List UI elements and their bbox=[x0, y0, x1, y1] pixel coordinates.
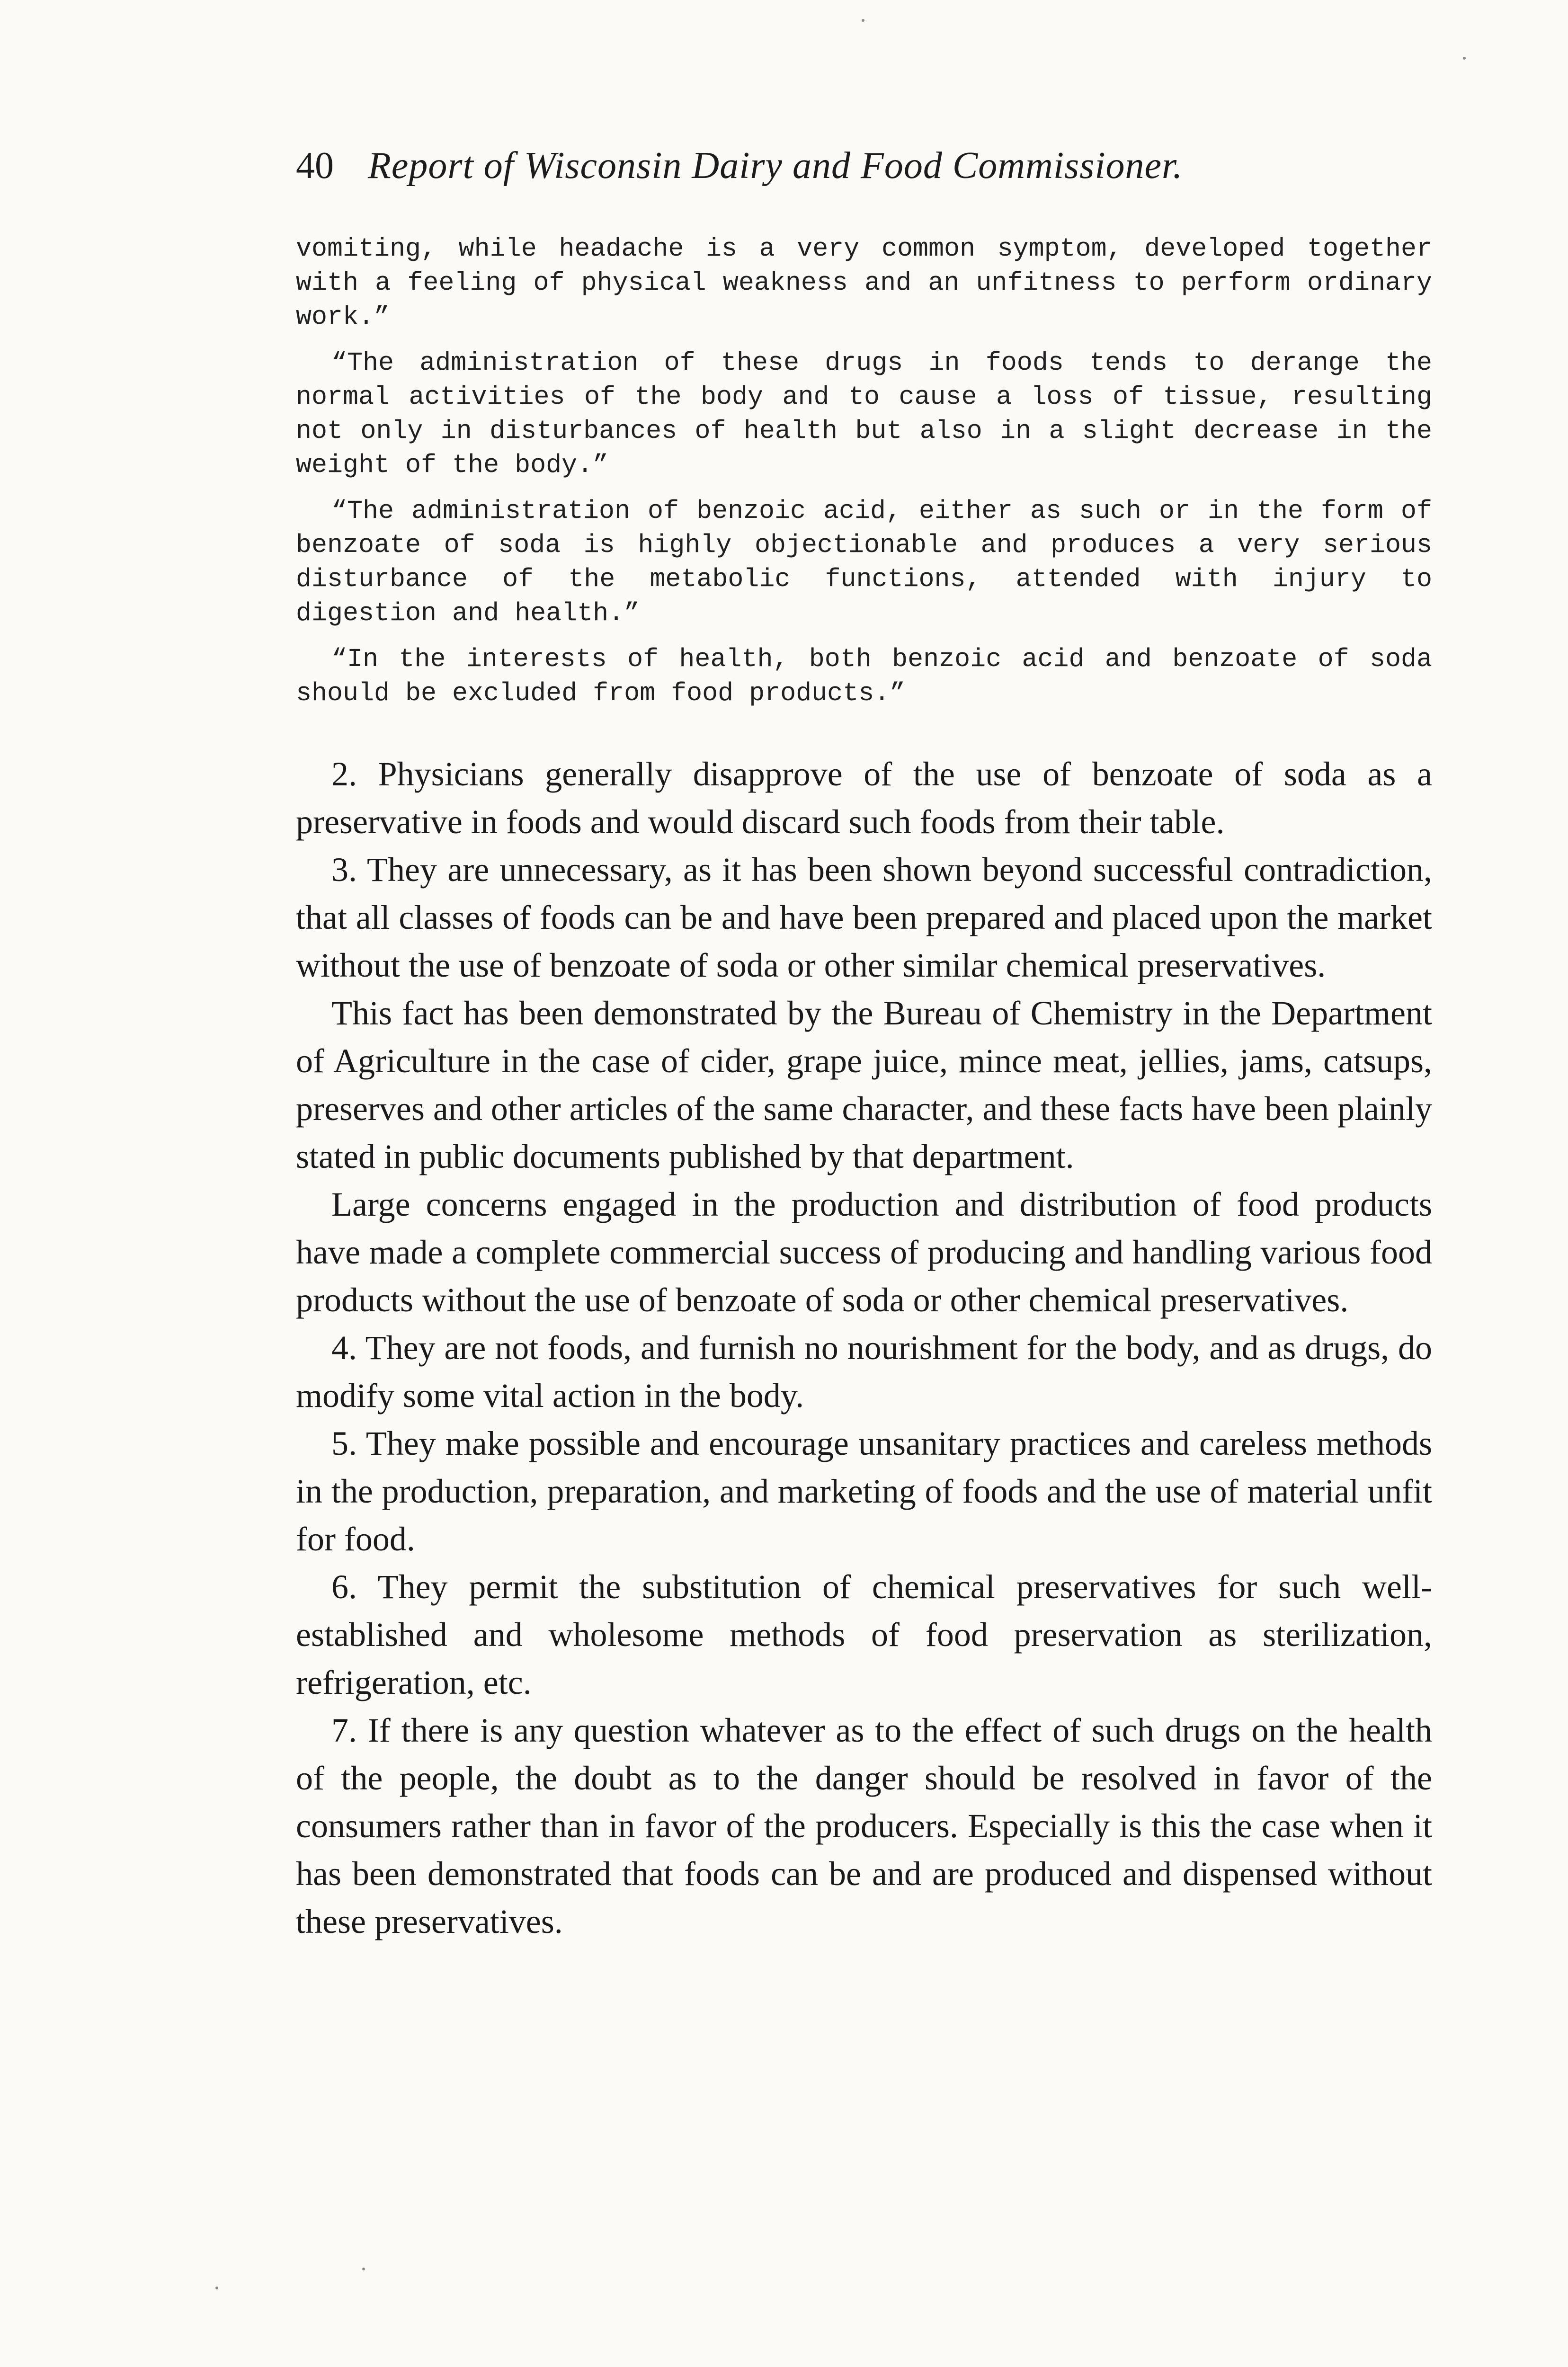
body-paragraph: Large concerns engaged in the production and distribution of food products have made a complete commercial success of producing and handling various food products without the use of benzoate of soda or other chemical preservatives. bbox=[296, 1185, 1432, 1319]
page-header bbox=[296, 137, 1432, 194]
body-paragraph: 2. Physicians generally disapprove of the use of benzoate of soda as a preservative in foods and would discard such foods from their table. bbox=[296, 755, 1432, 841]
scan-speck bbox=[1463, 57, 1466, 60]
quote-paragraph: “In the interests of health, both benzoic acid and benzoate of soda should be excluded from food products.” bbox=[296, 644, 1432, 708]
body-paragraph: 7. If there is any question whatever as to the effect of such drugs on the health of the people, the doubt as to the danger should be resolved in favor of the consumers rather than in favor of the producers. Especially is this the case when it has been demonstrated that foods can be and are produced and dispensed without these preservatives. bbox=[296, 1711, 1432, 1940]
quote-paragraph: “The administration of these drugs in foods tends to derange the normal activities of the body and to cause a loss of tissue, resulting not only in disturbances of health but also in a slight decrease in the weight of the body.” bbox=[296, 348, 1432, 480]
body-paragraph: This fact has been demonstrated by the Bureau of Chemistry in the Department of Agriculture in the case of cider, grape juice, mince meat, jellies, jams, catsups, preserves and other articles of the same character, and these facts have been plainly stated in public documents published by that department. bbox=[296, 994, 1432, 1175]
quote-paragraph: “The administration of benzoic acid, either as such or in the form of benzoate of soda is highly objectionable and produces a very serious disturbance of the metabolic functions, attended with injury to digestion and health.” bbox=[296, 496, 1432, 628]
body-paragraph: 4. They are not foods, and furnish no nourishment for the body, and as drugs, do modify some vital action in the body. bbox=[296, 1329, 1432, 1415]
page-number: 40 bbox=[296, 145, 334, 187]
scan-speck bbox=[215, 2287, 218, 2289]
running-title: Report of Wisconsin Dairy and Food Commissioner. bbox=[368, 145, 1183, 187]
scan-speck bbox=[862, 19, 864, 22]
body-paragraph: 3. They are unnecessary, as it has been shown beyond successful contradiction, that all classes of foods can be and have been prepared and placed upon the market without the use of benzoate of soda or other similar chemical preservatives. bbox=[296, 851, 1432, 984]
quote-paragraph: vomiting, while headache is a very common symptom, developed together with a feeling of physical weakness and an unfitness to perform ordinary work.” bbox=[296, 234, 1432, 332]
body-paragraph: 5. They make possible and encourage unsanitary practices and careless methods in the production, preparation, and marketing of foods and the use of material unfit for food. bbox=[296, 1424, 1432, 1558]
body-paragraph: 6. They permit the substitution of chemical preservatives for such well-established and wholesome methods of food preservation as sterilization, refrigeration, etc. bbox=[296, 1568, 1432, 1701]
quoted-findings bbox=[296, 232, 1432, 722]
body-text bbox=[296, 750, 1432, 1946]
scan-speck bbox=[362, 2268, 365, 2270]
